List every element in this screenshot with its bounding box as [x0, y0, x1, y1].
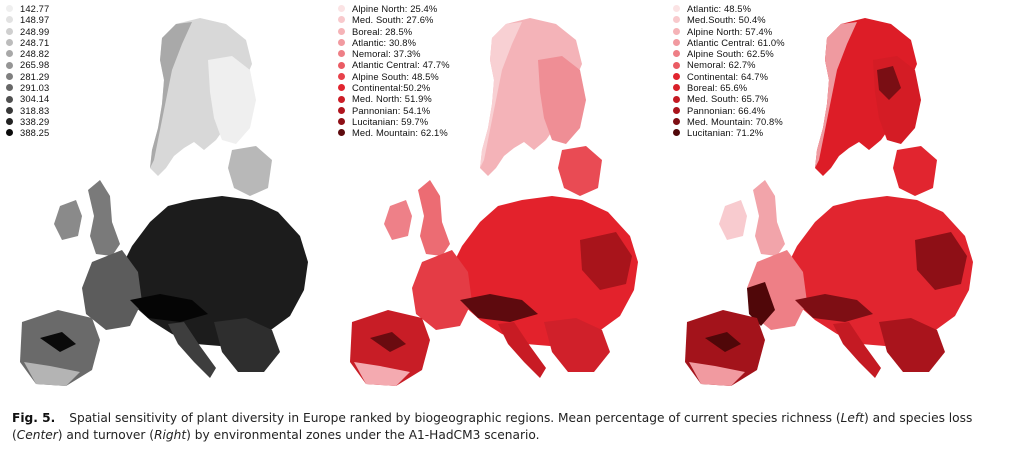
legend-label: Med. Mountain: 62.1%	[352, 127, 448, 139]
legend-item	[673, 127, 785, 138]
caption-emphasis-left: Left	[840, 411, 864, 425]
legend-item	[673, 82, 785, 93]
legend-label: Continental:50.2%	[352, 82, 431, 94]
legend-label: 291.03	[20, 82, 50, 94]
legend-item	[338, 3, 450, 14]
legend-item	[6, 105, 49, 116]
legend-label: Atlantic Central: 61.0%	[687, 36, 785, 48]
legend-swatch	[338, 96, 345, 103]
legend-item	[6, 93, 49, 104]
legend-swatch	[673, 107, 680, 114]
legend-swatch	[6, 62, 13, 69]
legend-item	[6, 71, 49, 82]
legend-label: 248.99	[20, 25, 50, 37]
legend-swatch	[338, 28, 345, 35]
legend-label: Med. South: 27.6%	[352, 14, 434, 26]
legend-label: 304.14	[20, 93, 50, 105]
legend-label: 338.29	[20, 115, 50, 127]
legend-label: Med. South: 65.7%	[687, 93, 769, 105]
map-region-ireland	[54, 200, 82, 240]
legend-label: 142.77	[20, 3, 50, 14]
legend-swatch	[6, 129, 13, 136]
legend-item	[6, 3, 49, 14]
legend-item	[6, 37, 49, 48]
legend-species-turnover	[673, 3, 785, 139]
legend-label: 148.97	[20, 14, 50, 26]
legend-swatch	[338, 5, 345, 12]
legend-swatch	[673, 39, 680, 46]
legend-item	[673, 48, 785, 59]
legend-swatch	[6, 73, 13, 80]
legend-label: Nemoral: 62.7%	[687, 59, 756, 71]
legend-label: 248.82	[20, 48, 50, 60]
legend-item	[673, 26, 785, 37]
panel-species-loss	[330, 0, 670, 395]
legend-label: Alpine South: 62.5%	[687, 48, 774, 60]
legend-label: Alpine South: 48.5%	[352, 70, 439, 82]
legend-swatch	[6, 118, 13, 125]
legend-label: Med.South: 50.4%	[687, 14, 766, 26]
legend-item	[338, 82, 450, 93]
legend-swatch	[673, 118, 680, 125]
legend-swatch	[6, 28, 13, 35]
legend-item	[338, 14, 450, 25]
legend-item	[6, 26, 49, 37]
legend-item	[338, 71, 450, 82]
caption-text: ) by environmental zones under the A1-HadCM3 scenario.	[186, 428, 540, 442]
map-region-britain	[88, 180, 120, 256]
legend-swatch	[338, 50, 345, 57]
figure-label: Fig. 5.	[12, 411, 56, 425]
legend-swatch	[673, 50, 680, 57]
caption-text: Spatial sensitivity of plant diversity in Europe ranked by biogeographic regions. Mean percentage of current species richness (	[69, 411, 841, 425]
caption-emphasis-right: Right	[154, 428, 187, 442]
legend-label: Pannonian: 66.4%	[687, 104, 766, 116]
legend-label: 318.83	[20, 104, 50, 116]
legend-label: Atlantic Central: 47.7%	[352, 59, 450, 71]
legend-species-loss	[338, 3, 450, 139]
legend-swatch	[673, 16, 680, 23]
legend-item	[673, 71, 785, 82]
map-region-ireland	[719, 200, 747, 240]
map-region-baltic-east	[228, 146, 272, 196]
legend-swatch	[673, 28, 680, 35]
panel-species-turnover	[665, 0, 1024, 395]
legend-swatch	[338, 39, 345, 46]
legend-label: Continental: 64.7%	[687, 70, 769, 82]
legend-swatch	[338, 62, 345, 69]
legend-swatch	[673, 129, 680, 136]
caption-text: ) and turnover (	[57, 428, 155, 442]
legend-swatch	[6, 96, 13, 103]
panel-species-richness	[0, 0, 330, 395]
legend-item	[338, 37, 450, 48]
legend-item	[6, 48, 49, 59]
legend-item	[6, 127, 49, 138]
legend-label: Nemoral: 37.3%	[352, 48, 421, 60]
caption-text: ) and species loss (	[12, 411, 973, 442]
legend-label: 388.25	[20, 127, 50, 139]
map-region-baltic-east	[558, 146, 602, 196]
legend-label: 281.29	[20, 70, 50, 82]
legend-label: Alpine North: 57.4%	[687, 25, 773, 37]
legend-swatch	[673, 96, 680, 103]
legend-label: Med. Mountain: 70.8%	[687, 115, 783, 127]
legend-swatch	[338, 84, 345, 91]
legend-item	[673, 59, 785, 70]
legend-swatch	[338, 118, 345, 125]
legend-swatch	[673, 5, 680, 12]
map-region-britain	[753, 180, 785, 256]
legend-swatch	[6, 107, 13, 114]
legend-swatch	[338, 129, 345, 136]
legend-item	[673, 14, 785, 25]
legend-item	[673, 93, 785, 104]
legend-swatch	[6, 50, 13, 57]
legend-label: Med. North: 51.9%	[352, 93, 432, 105]
legend-label: Alpine North: 25.4%	[352, 3, 438, 14]
legend-item	[673, 3, 785, 14]
caption-emphasis-center: Center	[16, 428, 58, 442]
legend-swatch	[338, 16, 345, 23]
europe-map-richness	[0, 0, 330, 395]
legend-item	[338, 48, 450, 59]
legend-item	[338, 105, 450, 116]
legend-swatch	[6, 39, 13, 46]
legend-item	[6, 14, 49, 25]
legend-item	[338, 93, 450, 104]
legend-species-richness	[6, 3, 49, 139]
legend-label: Atlantic: 30.8%	[352, 36, 417, 48]
map-region-baltic-east	[893, 146, 937, 196]
legend-label: Lucitanian: 59.7%	[352, 115, 429, 127]
map-region-britain	[418, 180, 450, 256]
legend-label: Lucitanian: 71.2%	[687, 127, 764, 139]
legend-label: Atlantic: 48.5%	[687, 3, 752, 14]
legend-item	[338, 127, 450, 138]
legend-swatch	[338, 73, 345, 80]
legend-label: Boreal: 28.5%	[352, 25, 413, 37]
legend-swatch	[673, 73, 680, 80]
legend-swatch	[6, 5, 13, 12]
legend-swatch	[338, 107, 345, 114]
legend-label: 248.71	[20, 36, 50, 48]
legend-label: Boreal: 65.6%	[687, 82, 748, 94]
legend-item	[338, 59, 450, 70]
legend-item	[673, 116, 785, 127]
legend-label: 265.98	[20, 59, 50, 71]
legend-label: Pannonian: 54.1%	[352, 104, 431, 116]
figure-caption	[12, 410, 1012, 444]
legend-item	[6, 116, 49, 127]
legend-item	[338, 26, 450, 37]
legend-item	[6, 59, 49, 70]
map-region-continental	[120, 196, 308, 346]
legend-swatch	[6, 16, 13, 23]
legend-item	[338, 116, 450, 127]
legend-item	[673, 105, 785, 116]
legend-swatch	[6, 84, 13, 91]
legend-swatch	[673, 84, 680, 91]
map-region-ireland	[384, 200, 412, 240]
legend-item	[673, 37, 785, 48]
legend-item	[6, 82, 49, 93]
legend-swatch	[673, 62, 680, 69]
